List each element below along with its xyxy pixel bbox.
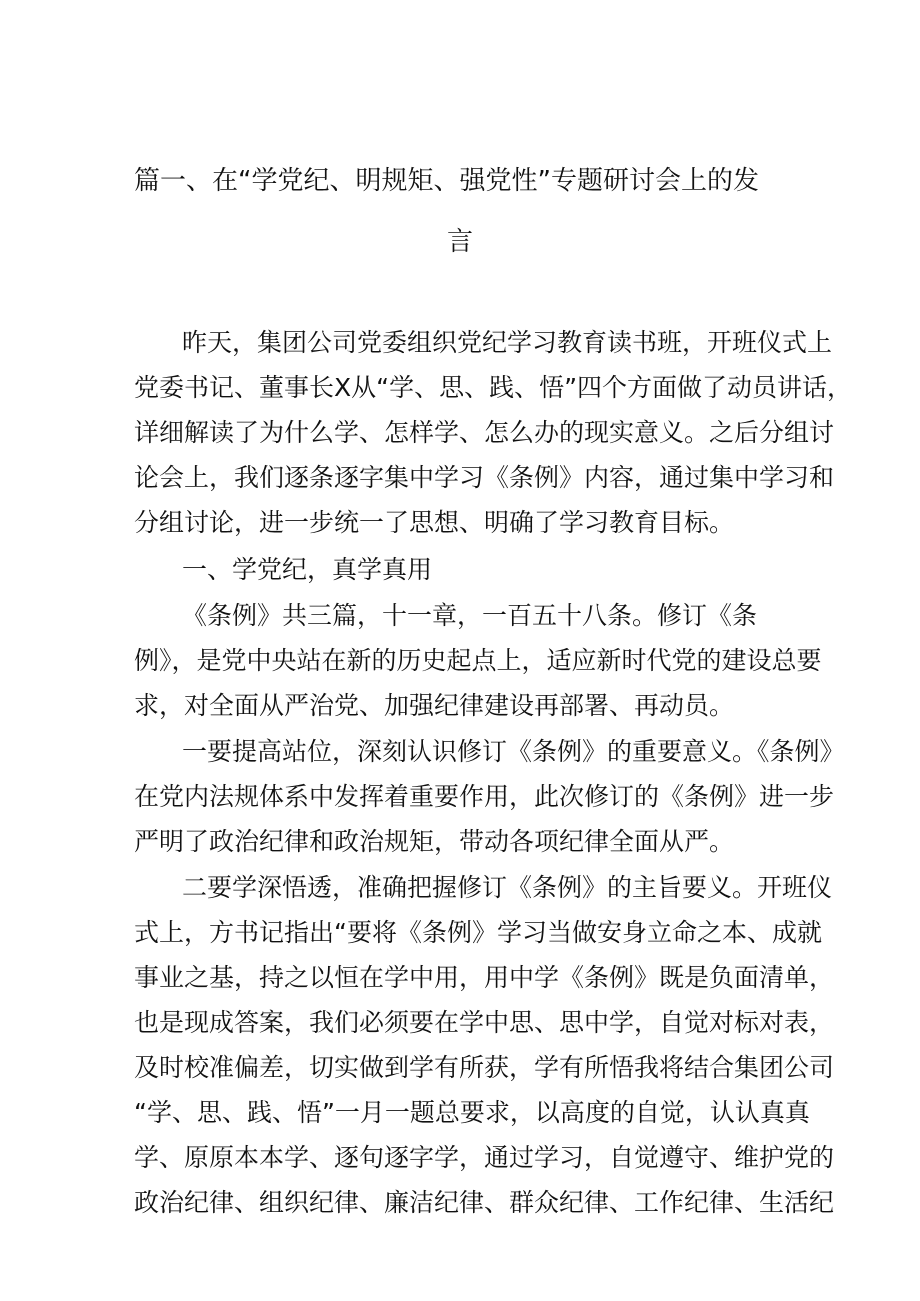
body-line-15: 也是现成答案，我们必须要在学中思、思中学，自觉对标对表， bbox=[134, 1008, 835, 1037]
body-line-18: 学、原原本本学、逐句逐字学，通过学习，自觉遵守、维护党的 bbox=[134, 1143, 835, 1172]
body-line-12: 二要学深悟透，准确把握修订《条例》的主旨要义。开班仪 bbox=[182, 873, 833, 902]
body-line-3: 详细解读了为什么学、怎样学、怎么办的现实意义。之后分组讨 bbox=[134, 418, 835, 447]
body-line-8: 求，对全面从严治党、加强纪律建设再部署、再动员。 bbox=[134, 691, 735, 720]
document-title-line-2: 言 bbox=[446, 227, 473, 257]
body-line-9: 一要提高站位，深刻认识修订《条例》的重要意义。《条例》 bbox=[182, 737, 845, 766]
body-line-5: 分组讨论，进一步统一了思想、明确了学习教育目标。 bbox=[134, 508, 735, 537]
body-line-13: 式上，方书记指出“要将《条例》学习当做安身立命之本、成就 bbox=[134, 918, 822, 947]
body-line-6: 《条例》共三篇，十一章，一百五十八条。修订《条 bbox=[182, 601, 758, 630]
body-line-4: 论会上，我们逐条逐字集中学习《条例》内容，通过集中学习和 bbox=[134, 463, 835, 492]
body-line-7: 例》，是党中央站在新的历史起点上，适应新时代党的建设总要 bbox=[134, 646, 822, 675]
body-line-19: 政治纪律、组织纪律、廉洁纪律、群众纪律、工作纪律、生活纪 bbox=[134, 1188, 835, 1217]
body-line-17: “学、思、践、悟”一月一题总要求，以高度的自觉，认认真真 bbox=[134, 1098, 810, 1127]
section-heading-1: 一、学党纪，真学真用 bbox=[182, 555, 433, 584]
body-line-2: 党委书记、董事长X从“学、思、践、悟”四个方面做了动员讲话， bbox=[134, 373, 853, 402]
body-line-10: 在党内法规体系中发挥着重要作用，此次修订的《条例》进一步 bbox=[134, 782, 835, 811]
document-title-line-1: 篇一、在“学党纪、明规矩、强党性”专题研讨会上的发 bbox=[134, 166, 759, 196]
body-line-11: 严明了政治纪律和政治规矩，带动各项纪律全面从严。 bbox=[134, 827, 735, 856]
body-line-16: 及时校准偏差，切实做到学有所获，学有所悟我将结合集团公司 bbox=[134, 1053, 835, 1082]
body-line-14: 事业之基，持之以恒在学中用，用中学《条例》既是负面清单， bbox=[134, 963, 835, 992]
body-line-1: 昨天，集团公司党委组织党纪学习教育读书班，开班仪式上 bbox=[182, 328, 833, 357]
